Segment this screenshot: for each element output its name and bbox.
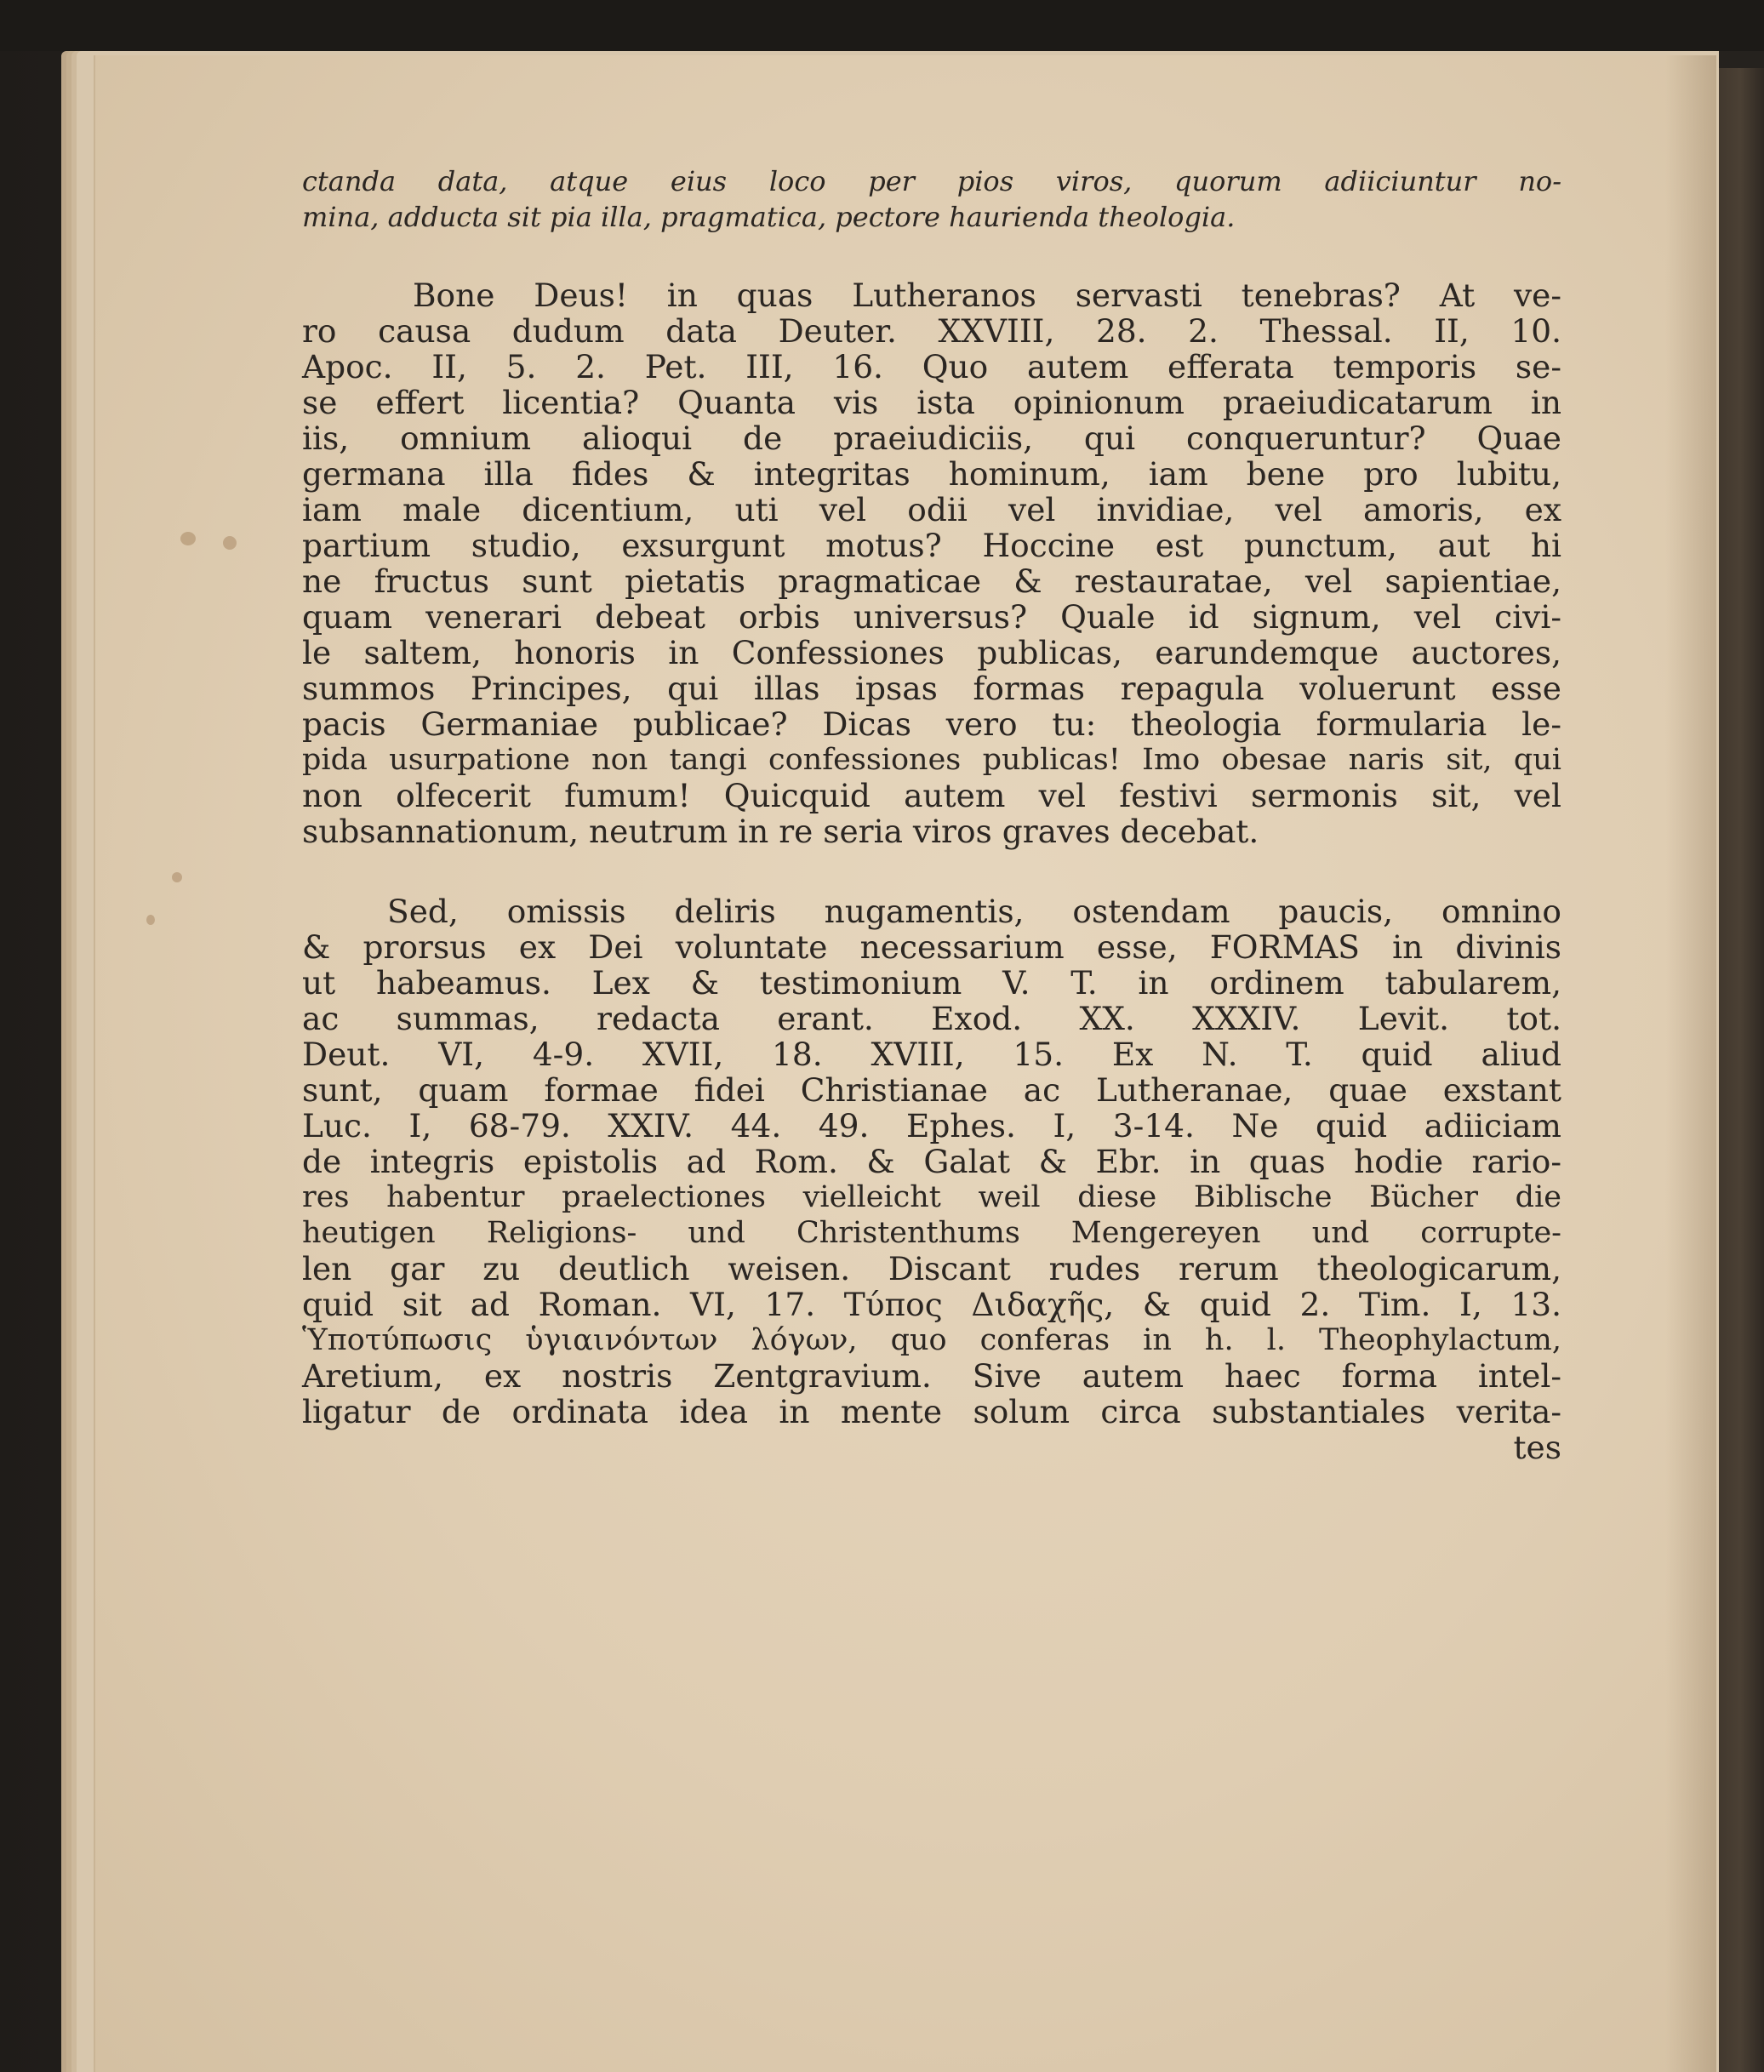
foxing-stain [146,915,155,925]
text-line: germana illa fides & integritas hominum, iam bene pro lubitu, [302,455,1561,493]
foxing-stain [180,532,196,545]
text-line: Ὑποτύπωσις ὑγιαινόντων λόγων, quo conferas in h. l. Theophylactum, [302,1323,1561,1357]
paragraph-bone-deus [302,277,1561,849]
paragraph-gap [302,849,1561,893]
text-line: ac summas, redacta erant. Exod. XX. XXXIV. Levit. tot. [302,1000,1561,1037]
text-line: res habentur praelectiones vielleicht weil diese Biblische Bücher die [302,1180,1561,1214]
paragraph-continuation [302,162,1561,233]
text-line: Apoc. II, 5. 2. Pet. III, 16. Quo autem efferata temporis se- [302,348,1561,385]
scanner-bed-top [0,0,1764,51]
catchword: tes [1513,1429,1561,1466]
page-gutter-shadow [1665,55,1716,2072]
text-line: iis, omnium alioqui de praeiudiciis, qui conqueruntur? Quae [302,420,1561,457]
text-line: pida usurpatione non tangi confessiones publicas! Imo obesae naris sit, qui [302,743,1561,777]
text-line: Aretium, ex nostris Zentgravium. Sive autem haec forma intel- [302,1357,1561,1395]
text-line: ut habeamus. Lex & testimonium V. T. in ordinem tabularem, [302,964,1561,1002]
text-line: ne fructus sunt pietatis pragmaticae & restauratae, vel sapientiae, [302,562,1561,600]
text-line: se effert licentia? Quanta vis ista opinionum praeiudicatarum in [302,384,1561,421]
foxing-stain [223,536,237,550]
text-line: Bone Deus! in quas Lutheranos servasti tenebras? At ve- [413,277,1561,314]
text-line: de integris epistolis ad Rom. & Galat & Ebr. in quas hodie rario- [302,1143,1561,1180]
text-line: len gar zu deutlich weisen. Discant rudes rerum theologicarum, [302,1250,1561,1287]
text-line: summos Principes, qui illas ipsas formas repagula voluerunt esse [302,670,1561,707]
text-line: quam venerari debeat orbis universus? Quale id signum, vel civi- [302,598,1561,636]
text-line: le saltem, honoris in Confessiones publicas, earundemque auctores, [302,634,1561,671]
text-line: subsannationum, neutrum in re seria viros graves decebat. [302,813,1259,850]
foxing-stain [172,872,182,882]
paragraph-sed [302,893,1561,1430]
text-line: quid sit ad Roman. VI, 17. Τύπος Διδαχῆς, & quid 2. Tim. I, 13. [302,1286,1561,1323]
text-line: ligatur de ordinata idea in mente solum circa substantiales verita- [302,1393,1561,1430]
text-line [302,197,1561,233]
text-line: ro causa dudum data Deuter. XXVIII, 28. 2. Thessal. II, 10. [302,312,1561,350]
text-line: partium studio, exsurgunt motus? Hoccine est punctum, aut hi [302,527,1561,564]
text-line: Deut. VI, 4-9. XVII, 18. XVIII, 15. Ex N. T. quid aliud [302,1036,1561,1073]
text-line: non olfecerit fumum! Quicquid autem vel festivi sermonis sit, vel [302,777,1561,814]
text-line: & prorsus ex Dei voluntate necessarium esse, FORMAS in divinis [302,928,1561,966]
text-line-content: mina, adducta sit pia illa, pragmatica, pectore haurienda theologia. [302,201,1236,233]
text-line: pacis Germaniae publicae? Dicas vero tu: theologia formularia le- [302,705,1561,743]
text-line-content: ctanda data, atque eius loco per pios viros, quorum adiiciuntur no- [302,165,1561,197]
text-line [302,162,1561,197]
paragraph-gap [302,233,1561,277]
page-text [302,162,1561,1465]
text-line: heutigen Religions- und Christenthums Mengereyen und corrupte- [302,1216,1561,1250]
text-line: Sed, omissis deliris nugamentis, ostendam paucis, omnino [387,893,1561,930]
text-line: Luc. I, 68-79. XXIV. 44. 49. Ephes. I, 3-14. Ne quid adiiciam [302,1107,1561,1144]
text-line: sunt, quam formae fidei Christianae ac Lutheranae, quae exstant [302,1071,1561,1109]
text-line: iam male dicentium, uti vel odii vel invidiae, vel amoris, ex [302,491,1561,528]
